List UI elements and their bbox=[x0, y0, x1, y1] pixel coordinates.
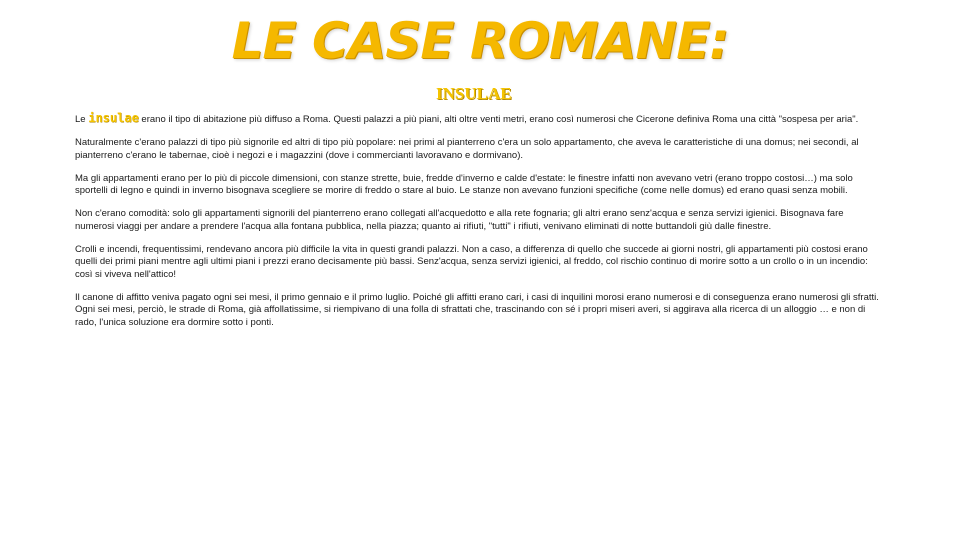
intro-paragraph bbox=[75, 112, 885, 127]
slide-subtitle: INSULAE bbox=[436, 84, 512, 103]
paragraph-crolli: Crolli e incendi, frequentissimi, rendevano ancora più difficile la vita in questi grandi palazzi. Non a caso, a differenza di quello che succede ai giorni nostri, gli appartamenti più costosi erano quelli dei primi piani mentre agli ultimi piani i prezzi erano decisamente più bassi. Senz'acqua, senza servizi igienici, al freddo, col rischio continuo di morire sotto a un crollo o in un incendio: così si viveva nell'attico! bbox=[75, 243, 868, 280]
paragraph-affitto: Il canone di affitto veniva pagato ogni sei mesi, il primo gennaio e il primo luglio. Poiché gli affitti erano cari, i casi di inquilini morosi erano numerosi e di conseguenza erano numerosi gli sfratti. Ogni sei mesi, perciò, le strade di Roma, già affollatissime, si riempivano di una folla di sfrattati che, trascinando con sé i propri miseri averi, si aggirava alla ricerca di un alloggio … e non di rado, l'unica soluzione era dormire sotto i ponti. bbox=[75, 291, 879, 328]
insulae-highlight: insulae bbox=[88, 111, 139, 125]
slide-body bbox=[75, 112, 885, 340]
intro-prefix: Le bbox=[75, 114, 89, 125]
intro-text: erano il tipo di abitazione più diffuso a Roma. Questi palazzi a più piani, alti oltre venti metri, erano così numerosi che Cicerone definiva Roma una città "sospesa per aria". bbox=[138, 114, 859, 125]
paragraph-comodita: Non c'erano comodità: solo gli appartamenti signorili del pianterreno erano collegati all'acquedotto e alla rete fognaria; gli altri erano senz'acqua e senza servizi igienici. Bisognava fare numerosi viaggi per andare a prendere l'acqua alla fontana pubblica, nella piazza; quanto ai rifiuti, "tutti" i rifiuti, venivano eliminati di notte buttandoli giù dalle finestre. bbox=[75, 208, 844, 232]
slide-title: LE CASE ROMANE: bbox=[231, 12, 729, 70]
paragraph-appartamenti: Ma gli appartamenti erano per lo più di piccole dimensioni, con stanze strette, buie, fredde d'inverno e calde d'estate: le finestre infatti non avevano vetri (erano troppo costosi…) ma solo sportelli di legno e quindi in inverno bisognava scegliere se morire di freddo o stare al buio. Le stanze non avevano funzioni specifiche (come nelle domus) ed erano quasi senza mobili. bbox=[75, 172, 853, 196]
paragraph-palazzi: Naturalmente c'erano palazzi di tipo più signorile ed altri di tipo più popolare: nei primi al pianterreno c'era un solo appartamento, che aveva le caratteristiche di una domus; nei secondi, al pianterreno c'erano le tabernae, cioè i negozi e i magazzini (dove i commercianti lavoravano e dormivano). bbox=[75, 137, 859, 161]
